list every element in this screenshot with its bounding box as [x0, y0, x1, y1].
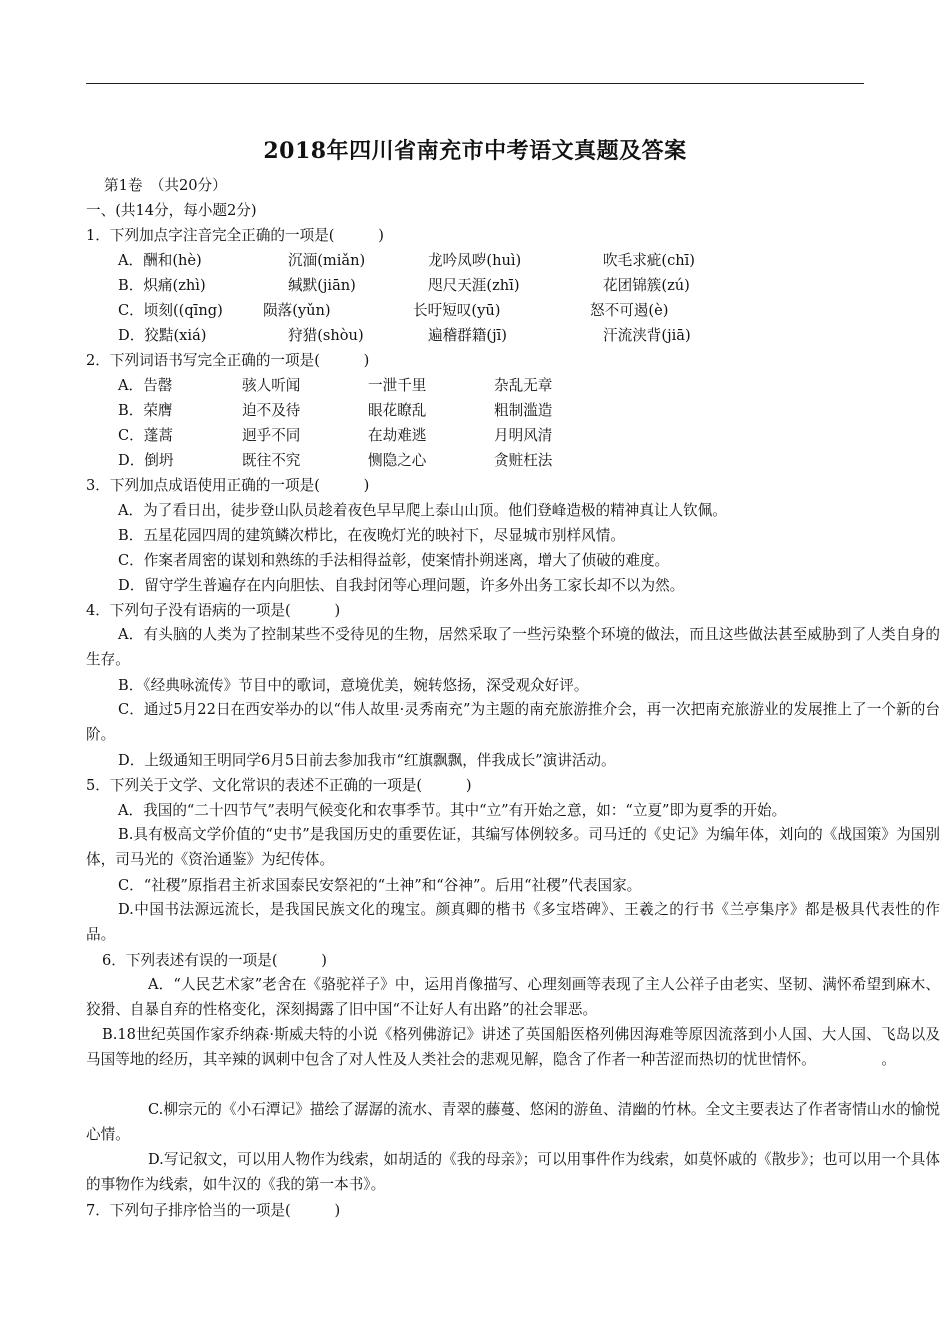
q1-c-1: C．顷刻((qīng) — [118, 302, 223, 319]
q2-c-2: 迥乎不同 — [242, 427, 301, 444]
q1-option-c — [118, 302, 668, 320]
q2-b-4: 粗制滥造 — [494, 402, 553, 419]
q2-a-1: A．告罄 — [118, 377, 173, 394]
q1-d-3: 遍稽群籍(jī) — [428, 327, 507, 344]
q6-stem: 6．下列表述有误的一项是( ) — [102, 952, 327, 969]
q1-c-2: 陨落(yǔn) — [263, 302, 331, 319]
q4-stem: 4．下列句子没有语病的一项是( ) — [86, 602, 341, 619]
q5-option-a: A．我国的“二十四节气”表明气候变化和农事季节。其中“立”有开始之意，如：“立夏”即为夏季的开始。 — [118, 802, 787, 819]
q7-stem: 7．下列句子排序恰当的一项是( ) — [86, 1202, 341, 1219]
q1-a-4: 吹毛求疵(chī) — [603, 252, 696, 269]
q1-b-2: 缄默(jiān) — [288, 277, 356, 294]
q1-d-2: 狩猎(shòu) — [288, 327, 364, 344]
q1-b-1: B．炽痛(zhì) — [118, 277, 206, 294]
q2-a-3: 一泄千里 — [368, 377, 427, 394]
q2-b-1: B．荣膺 — [118, 402, 173, 419]
q2-c-3: 在劫难逃 — [368, 427, 427, 444]
q2-option-d — [118, 452, 552, 470]
q1-c-4: 怒不可遏(è) — [590, 302, 669, 319]
q1-d-1: D．狡黠(xiá) — [118, 327, 207, 344]
page-title: 2018年四川省南充市中考语文真题及答案 — [263, 138, 687, 164]
q2-d-3: 恻隐之心 — [368, 452, 427, 469]
q1-option-d — [118, 327, 691, 345]
section-label: 第1卷 （共20分） — [104, 177, 227, 194]
q2-b-2: 迫不及待 — [242, 402, 301, 419]
q1-option-b — [118, 277, 690, 295]
q3-option-b: B．五星花园四周的建筑鳞次栉比，在夜晚灯光的映衬下，尽显城市别样风情。 — [118, 527, 625, 544]
q2-option-a — [118, 377, 552, 395]
q2-c-4: 月明风清 — [494, 427, 553, 444]
q3-option-d: D．留守学生普遍存在内向胆怯、自我封闭等心理问题，许多外出务工家长却不以为然。 — [118, 577, 685, 594]
q1-a-2: 沉湎(miǎn) — [288, 252, 366, 269]
q5-option-b: B.具有极高文学价值的“史书”是我国历史的重要佐证，其编写体例较多。司马迁的《史记》为编年体，刘向的《战国策》为国别体，司马光的《资治通鉴》为纪传体。 — [86, 826, 940, 868]
q4-option-d: D．上级通知王明同学6月5日前去参加我市“红旗飘飘，伴我成长”演讲活动。 — [118, 752, 616, 769]
q6-option-d: D.写记叙文，可以用人物作为线索，如胡适的《我的母亲》；可以用事件作为线索，如莫怀戚的《散步》；也可以用一个具体的事物作为线索，如牛汉的《我的第一本书》。 — [86, 1151, 940, 1193]
q2-a-4: 杂乱无章 — [494, 377, 553, 394]
q2-option-c — [118, 427, 552, 445]
part-heading: 一、(共14分，每小题2分) — [86, 202, 257, 219]
q2-a-2: 骇人听闻 — [242, 377, 301, 394]
q2-c-1: C．蓬蒿 — [118, 427, 173, 444]
q2-d-2: 既往不究 — [242, 452, 301, 469]
q1-option-a — [118, 252, 695, 270]
q6-option-a: A．“人民艺术家”老舍在《骆驼祥子》中，运用肖像描写、心理刻画等表现了主人公祥子由老实、坚韧、满怀希望到麻木、狡猾、自暴自弃的性格变化，深刻揭露了旧中国“不让好人有出路”的社会罪恶。 — [86, 976, 940, 1018]
q4-option-a: A．有头脑的人类为了控制某些不受待见的生物，居然采取了一些污染整个环境的做法，而且这些做法甚至威胁到了人类自身的生存。 — [86, 626, 940, 668]
q1-a-1: A．酬和(hè) — [118, 252, 202, 269]
q4-option-b: B．《经典咏流传》节目中的歌词，意境优美，婉转悠扬，深受观众好评。 — [118, 677, 589, 694]
q2-d-4: 贪赃枉法 — [494, 452, 553, 469]
q4-option-c: C．通过5月22日在西安举办的以“伟人故里·灵秀南充”为主题的南充旅游推介会，再一次把南充旅游业的发展推上了一个新的台阶。 — [86, 701, 940, 743]
q1-stem: 1．下列加点字注音完全正确的一项是( ) — [86, 227, 384, 244]
q5-option-d: D.中国书法源远流长，是我国民族文化的瑰宝。颜真卿的楷书《多宝塔碑》、王羲之的行书《兰亭集序》都是极具代表性的作品。 — [86, 901, 940, 943]
q3-option-a: A．为了看日出，徒步登山队员趁着夜色早早爬上泰山山顶。他们登峰造极的精神真让人钦佩。 — [118, 502, 727, 519]
q3-stem: 3．下列加点成语使用正确的一项是( ) — [86, 477, 370, 494]
q6-option-c: C.柳宗元的《小石潭记》描绘了潺潺的流水、青翠的藤蔓、悠闲的游鱼、清幽的竹林。全文主要表达了作者寄情山水的愉悦心情。 — [86, 1101, 940, 1143]
header-rule — [86, 83, 864, 84]
q2-d-1: D．倒坍 — [118, 452, 174, 469]
q1-b-4: 花团锦簇(zú) — [603, 277, 690, 294]
q5-stem: 5．下列关于文学、文化常识的表述不正确的一项是( ) — [86, 777, 472, 794]
q6-option-b: B.18世纪英国作家乔纳森·斯威夫特的小说《格列佛游记》讲述了英国船医格列佛因海难等原因流落到小人国、大人国、飞岛以及马国等地的经历，其辛辣的讽刺中包含了对人性及人类社会的悲观见解，隐含了作者一种苦涩而热切的忧世情怀。 。 — [86, 1026, 940, 1068]
q2-option-b — [118, 402, 552, 420]
q2-stem: 2．下列词语书写完全正确的一项是( ) — [86, 352, 370, 369]
q3-option-c: C．作案者周密的谋划和熟练的手法相得益彰，使案情扑朔迷离，增大了侦破的难度。 — [118, 552, 670, 569]
q5-option-c: C．“社稷”原指君主祈求国泰民安祭祀的“土神”和“谷神”。后用“社稷”代表国家。 — [118, 877, 642, 894]
q1-a-3: 龙吟凤哕(huì) — [428, 252, 522, 269]
q1-d-4: 汗流浃背(jiā) — [603, 327, 691, 344]
q1-c-3: 长吁短叹(yū) — [413, 302, 501, 319]
q2-b-3: 眼花瞭乱 — [368, 402, 427, 419]
q1-b-3: 咫尺天涯(zhī) — [428, 277, 520, 294]
